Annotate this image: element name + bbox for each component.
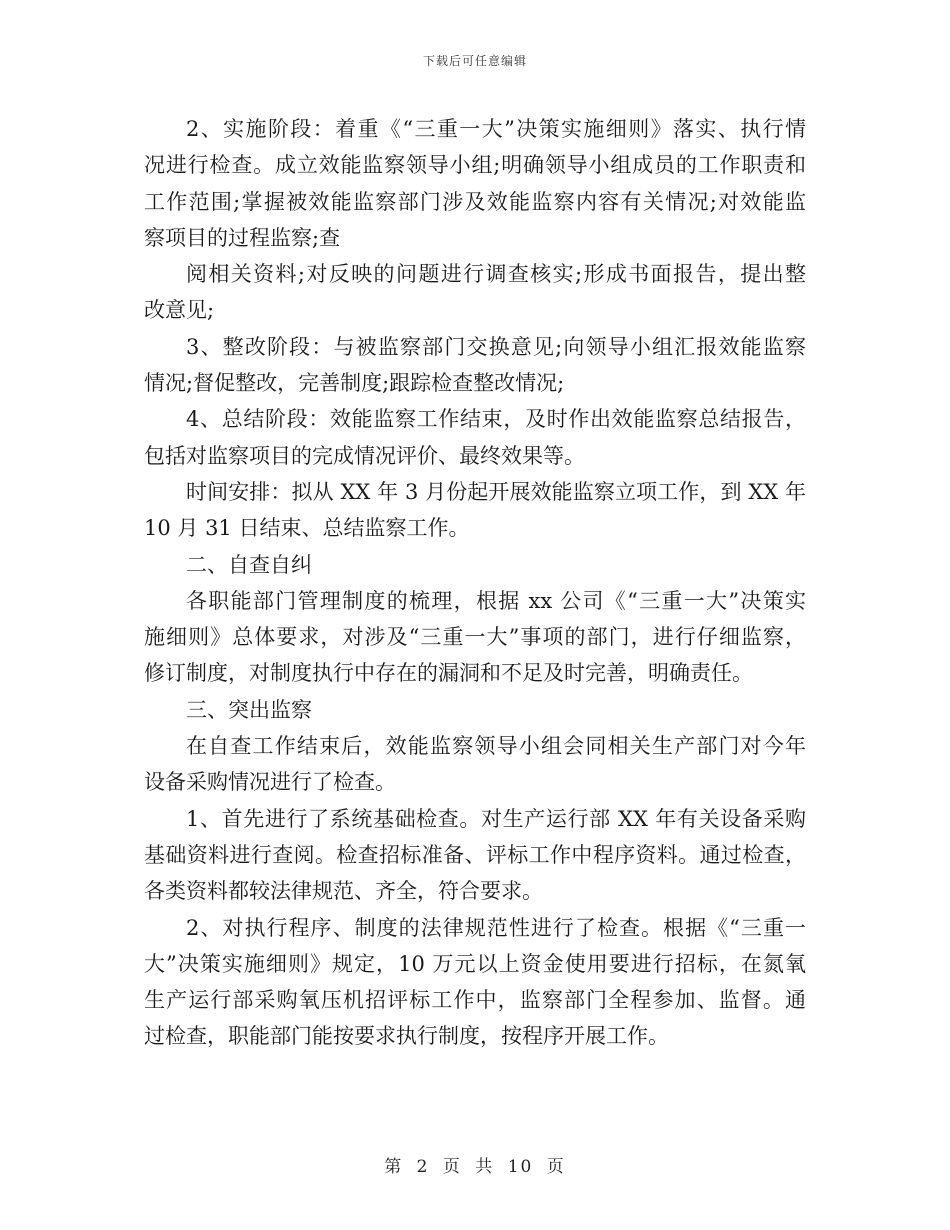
text-line: 设备采购情况进行了检查。: [144, 770, 396, 795]
text-line: 况进行检查。成立效能监察领导小组;明确领导小组成员的工作职责和: [144, 153, 806, 178]
text-line: 过检查，职能部门能按要求执行制度，按程序开展工作。: [144, 1024, 669, 1049]
text-line: 包括对监察项目的完成情况评价、最终效果等。: [144, 443, 585, 468]
text-line: 4、总结阶段：效能监察工作结束，及时作出效能监察总结报告，: [186, 407, 806, 432]
text-line: 改意见;: [144, 298, 215, 323]
text-line: 施细则》总体要求，对涉及“三重一大”事项的部门，进行仔细监察，: [144, 625, 806, 650]
text-line: 修订制度，对制度执行中存在的漏洞和不足及时完善，明确责任。: [144, 661, 753, 686]
document-body: [144, 111, 806, 1055]
text-line: 三、突出监察: [186, 697, 312, 722]
text-line: 2、对执行程序、制度的法律规范性进行了检查。根据《“三重一: [186, 915, 806, 940]
page-header-note: 下载后可任意编辑: [422, 54, 527, 68]
text-line: 大”决策实施细则》规定，10 万元以上资金使用要进行招标，在氮氧: [144, 951, 806, 976]
text-line: 生产运行部采购氧压机招评标工作中，监察部门全程参加、监督。通: [144, 988, 806, 1013]
text-line: 阅相关资料;对反映的问题进行调查核实;形成书面报告，提出整: [186, 262, 806, 287]
text-line: 工作范围;掌握被效能监察部门涉及效能监察内容有关情况;对效能监: [144, 189, 806, 214]
text-line: 10 月 31 日结束、总结监察工作。: [144, 516, 470, 541]
text-line: 各职能部门管理制度的梳理，根据 xx 公司《“三重一大”决策实: [186, 588, 806, 613]
text-line: 时间安排：拟从 XX 年 3 月份起开展效能监察立项工作，到 XX 年: [186, 479, 806, 504]
text-line: 1、首先进行了系统基础检查。对生产运行部 XX 年有关设备采购: [186, 806, 806, 831]
text-line: 各类资料都较法律规范、齐全，符合要求。: [144, 879, 543, 904]
text-line: 3、整改阶段：与被监察部门交换意见;向领导小组汇报效能监察: [186, 334, 806, 359]
page-number-footer: 第 2 页 共 10 页: [384, 1157, 566, 1177]
text-line: 基础资料进行查阅。检查招标准备、评标工作中程序资料。通过检查，: [144, 842, 806, 867]
text-line: 察项目的过程监察;查: [144, 225, 341, 250]
text-line: 情况;督促整改，完善制度;跟踪检查整改情况;: [144, 371, 565, 396]
text-line: 在自查工作结束后，效能监察领导小组会同相关生产部门对今年: [186, 734, 806, 759]
text-line: 二、自查自纠: [186, 552, 312, 577]
text-line: 2、实施阶段：着重《“三重一大”决策实施细则》落实、执行情: [186, 117, 806, 141]
